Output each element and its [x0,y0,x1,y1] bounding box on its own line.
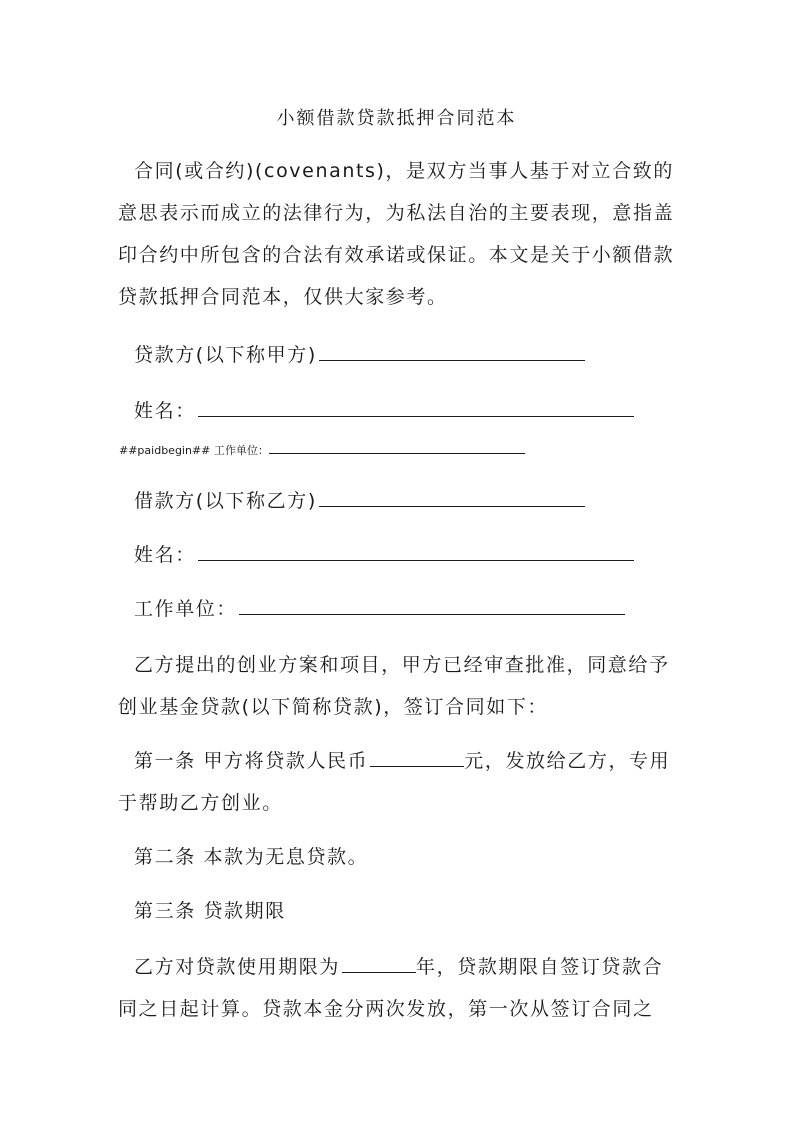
borrower-name-label: 姓名： [134,544,196,566]
borrower-line [134,486,585,516]
lender-name-label: 姓名： [134,400,196,422]
paid-marker: ##paidbegin## [119,444,211,457]
intro-paragraph: 合同(或合约)(covenants)，是双方当事人基于对立合致的意思表示而成立的法律行为，为私法自治的主要表现，意指盖印合约中所包含的合法有效承诺或保证。本文是关于小额借款贷款抵押合同范本，仅供大家参考。 [118,160,675,308]
approval-paragraph: 乙方提出的创业方案和项目，甲方已经审查批准，同意给予创业基金贷款(以下简称贷款)，签订合同如下： [118,654,670,718]
article2-paragraph: 第二条 本款为无息贷款。 [134,846,369,868]
article1-amount-blank [370,746,464,767]
lender-name-blank [198,396,634,417]
term-paragraph [118,946,678,1030]
lender-label: 贷款方(以下称甲方) [134,344,317,366]
article1-suffix: 元，发放给乙方，专用于帮助乙方创业。 [118,750,671,814]
borrower-work-unit-line [134,594,625,624]
paid-marker-line [119,443,525,459]
borrower-label: 借款方(以下称乙方) [134,490,317,512]
borrower-name-blank [198,540,634,561]
term-years-blank [342,952,416,973]
borrower-work-unit-label: 工作单位： [134,598,238,620]
term-suffix: 年，贷款期限自签订贷款合同之日起计算。贷款本金分两次发放，第一次从签订合同之 [118,956,664,1020]
work-unit-small-blank [269,443,525,454]
article1-paragraph [118,740,678,824]
article1-prefix: 第一条 甲方将贷款人民币 [134,750,369,772]
work-unit-small-label: 工作单位： [213,444,269,457]
lender-name-line [134,396,634,426]
document-title: 小额借款贷款抵押合同范本 [276,108,517,129]
lender-blank [319,340,585,361]
borrower-name-line [134,540,634,570]
lender-line [134,340,585,370]
borrower-blank [319,486,585,507]
term-prefix: 乙方对贷款使用期限为 [134,956,341,978]
article3-paragraph: 第三条 贷款期限 [134,900,286,922]
borrower-work-unit-blank [239,594,625,615]
